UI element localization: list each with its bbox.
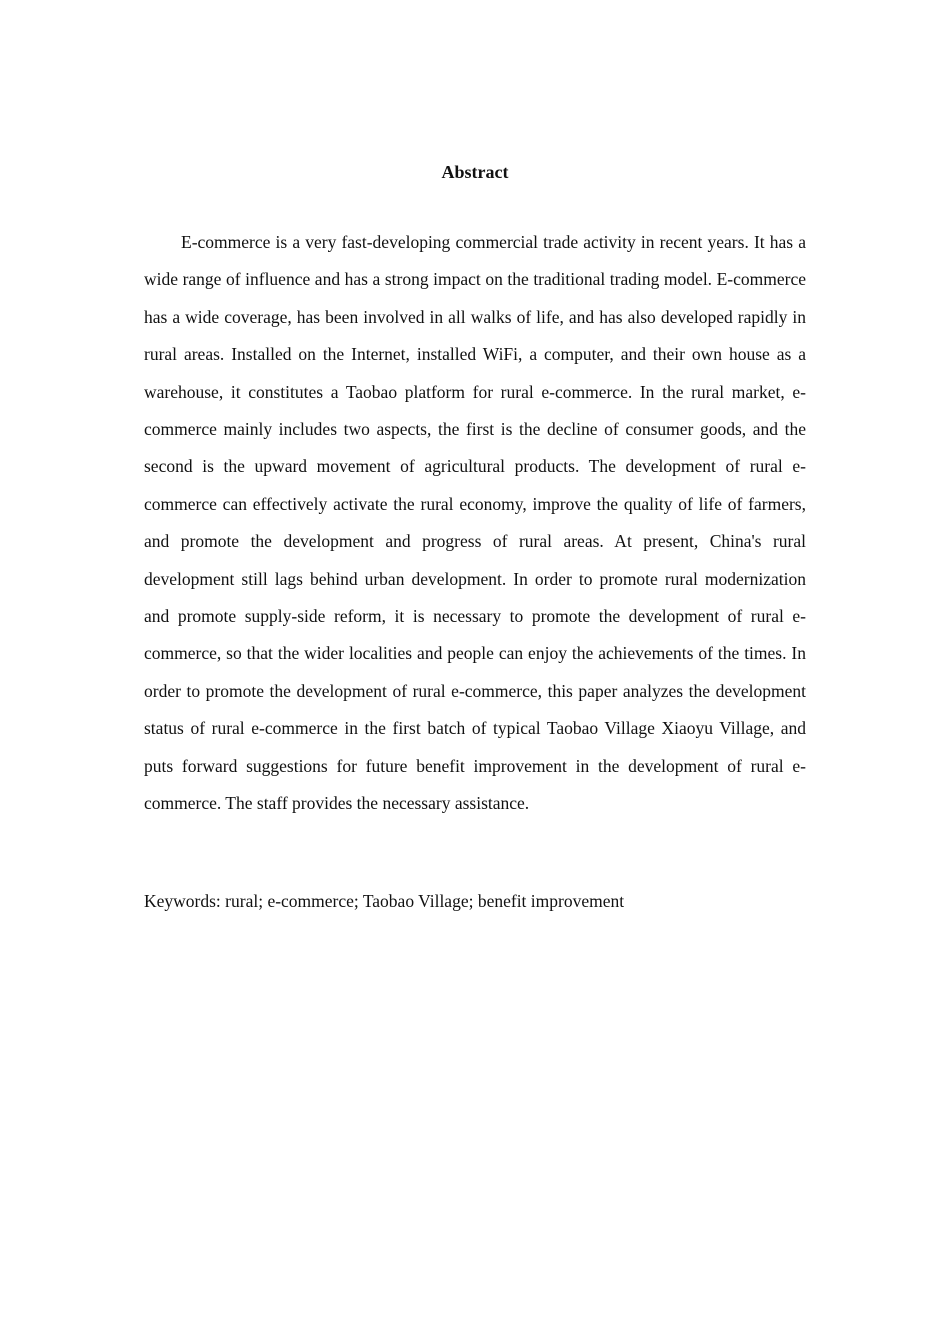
abstract-paragraph: E-commerce is a very fast-developing commercial trade activity in recent years. It has a wide range of influence and has a strong impact on the traditional trading model. E-commerce has a wide coverage, has been involved in all walks of life, and has also developed rapidly in rural areas. Installed on the Internet, installed WiFi, a computer, and their own house as a warehouse, it constitutes a Taobao platform for rural e-commerce. In the rural market, e-commerce mainly includes two aspects, the first is the decline of consumer goods, and the second is the upward movement of agricultural products. The development of rural e-commerce can effectively activate the rural economy, improve the quality of life of farmers, and promote the development and progress of rural areas. At present, China's rural development still lags behind urban development. In order to promote rural modernization and promote supply-side reform, it is necessary to promote the development of rural e-commerce, so that the wider localities and people can enjoy the achievements of the times. In order to promote the development of rural e-commerce, this paper analyzes the development status of rural e-commerce in the first batch of typical Taobao Village Xiaoyu Village, and puts forward suggestions for future benefit improvement in the development of rural e-commerce. The staff provides the necessary assistance. — [144, 232, 806, 814]
abstract-heading: Abstract — [441, 162, 509, 182]
keywords-line: Keywords: rural; e-commerce; Taobao Village; benefit improvement — [144, 891, 625, 911]
